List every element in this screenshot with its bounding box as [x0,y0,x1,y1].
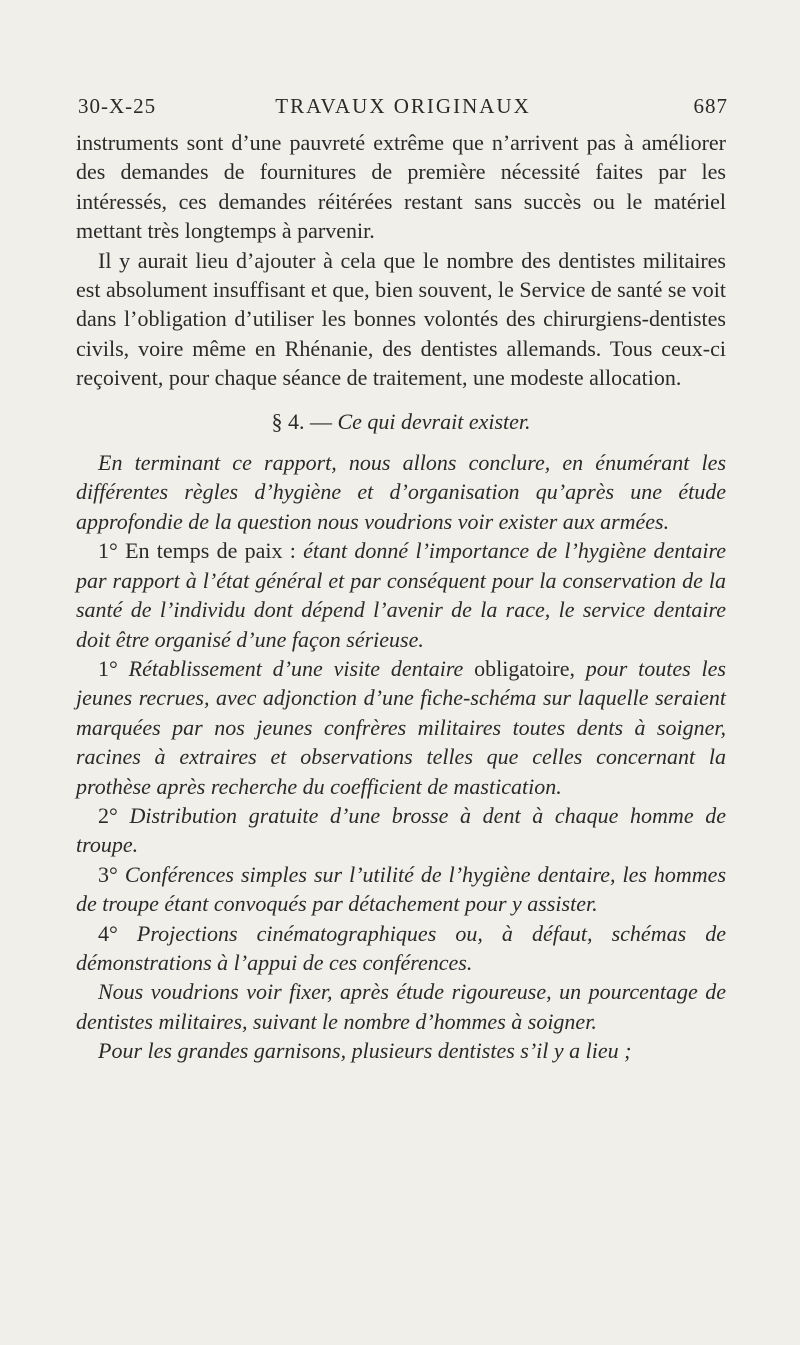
item-text: Rétablissement d’une visite dentaire [128,655,464,681]
list-item [76,919,726,978]
item-number: 2° [98,802,118,828]
section-heading [76,407,726,436]
list-item [76,860,726,919]
item-text: Conférences simples sur l’utilité de l’hygiène dentaire, les hommes de troupe étant convoqués par détachement pour y assister. [76,861,726,917]
item-text: obligatoire, [474,655,575,681]
running-title: TRAVAUX ORIGINAUX [275,94,531,118]
paragraph: Il y aurait lieu d’ajouter à cela que le nombre des dentistes militaires est absolument insuffisant et que, bien souvent, le Service de santé se voit dans l’obligation d’utiliser les bonnes volontés des chirurgiens-dentistes civils, voire même en Rhénanie, des dentistes allemands. Tous ceux-ci reçoivent, pour chaque séance de traitement, une modeste allocation. [76,247,726,391]
item-text: Distribution gratuite d’une brosse à dent à chaque homme de troupe. [76,802,727,858]
section-title: Ce qui devrait exister. [337,408,531,434]
running-header [78,94,728,126]
paragraph: Pour les grandes garnisons, plusieurs dentistes s’il y a lieu ; [98,1038,632,1064]
item-lead: 1° En temps de paix : [98,538,296,564]
paragraph [76,536,726,654]
item-text: pour toutes les jeunes recrues, avec adjonction d’une fiche-schéma sur laquelle seraient marquées par nos jeunes confrères militaires toutes dents à soigner, racines à extraires et observations telles que celles concernant la prothèse après recherche du coefficient de mastication. [76,655,726,799]
item-number: 1° [98,655,118,681]
item-text: étant donné l’importance de l’hygiène dentaire par rapport à l’état général et par conséquent pour la conservation de la santé de l’individu dont dépend l’avenir de la race, le service dentaire doit être organisé d’une façon sérieuse. [76,538,727,652]
paragraph: En terminant ce rapport, nous allons conclure, en énumérant les différentes règles d’hygiène et d’organisation qu’après une étude approfondie de la question nous voudrions voir exister aux armées. [76,450,726,534]
issue-date: 30-X-25 [78,94,157,118]
item-text: Projections cinématographiques ou, à défaut, schémas de démonstrations à l’appui de ces conférences. [76,920,727,975]
paragraph: Nous voudrions voir fixer, après étude rigoureuse, un pourcentage de dentistes militaires, suivant le nombre d’hommes à soigner. [76,979,726,1034]
section-number: § 4. — [271,408,332,434]
list-item [76,801,726,860]
page-number: 687 [693,94,728,118]
item-number: 4° [98,920,118,946]
page-body [76,128,726,1066]
list-item [76,654,726,801]
paragraph: instruments sont d’une pauvreté extrême que n’arrivent pas à améliorer des demandes de fournitures de première nécessité faites par les intéressés, ces demandes réitérées restant sans succès ou le matériel mettant très longtemps à parvenir. [76,130,726,244]
item-number: 3° [98,861,118,887]
